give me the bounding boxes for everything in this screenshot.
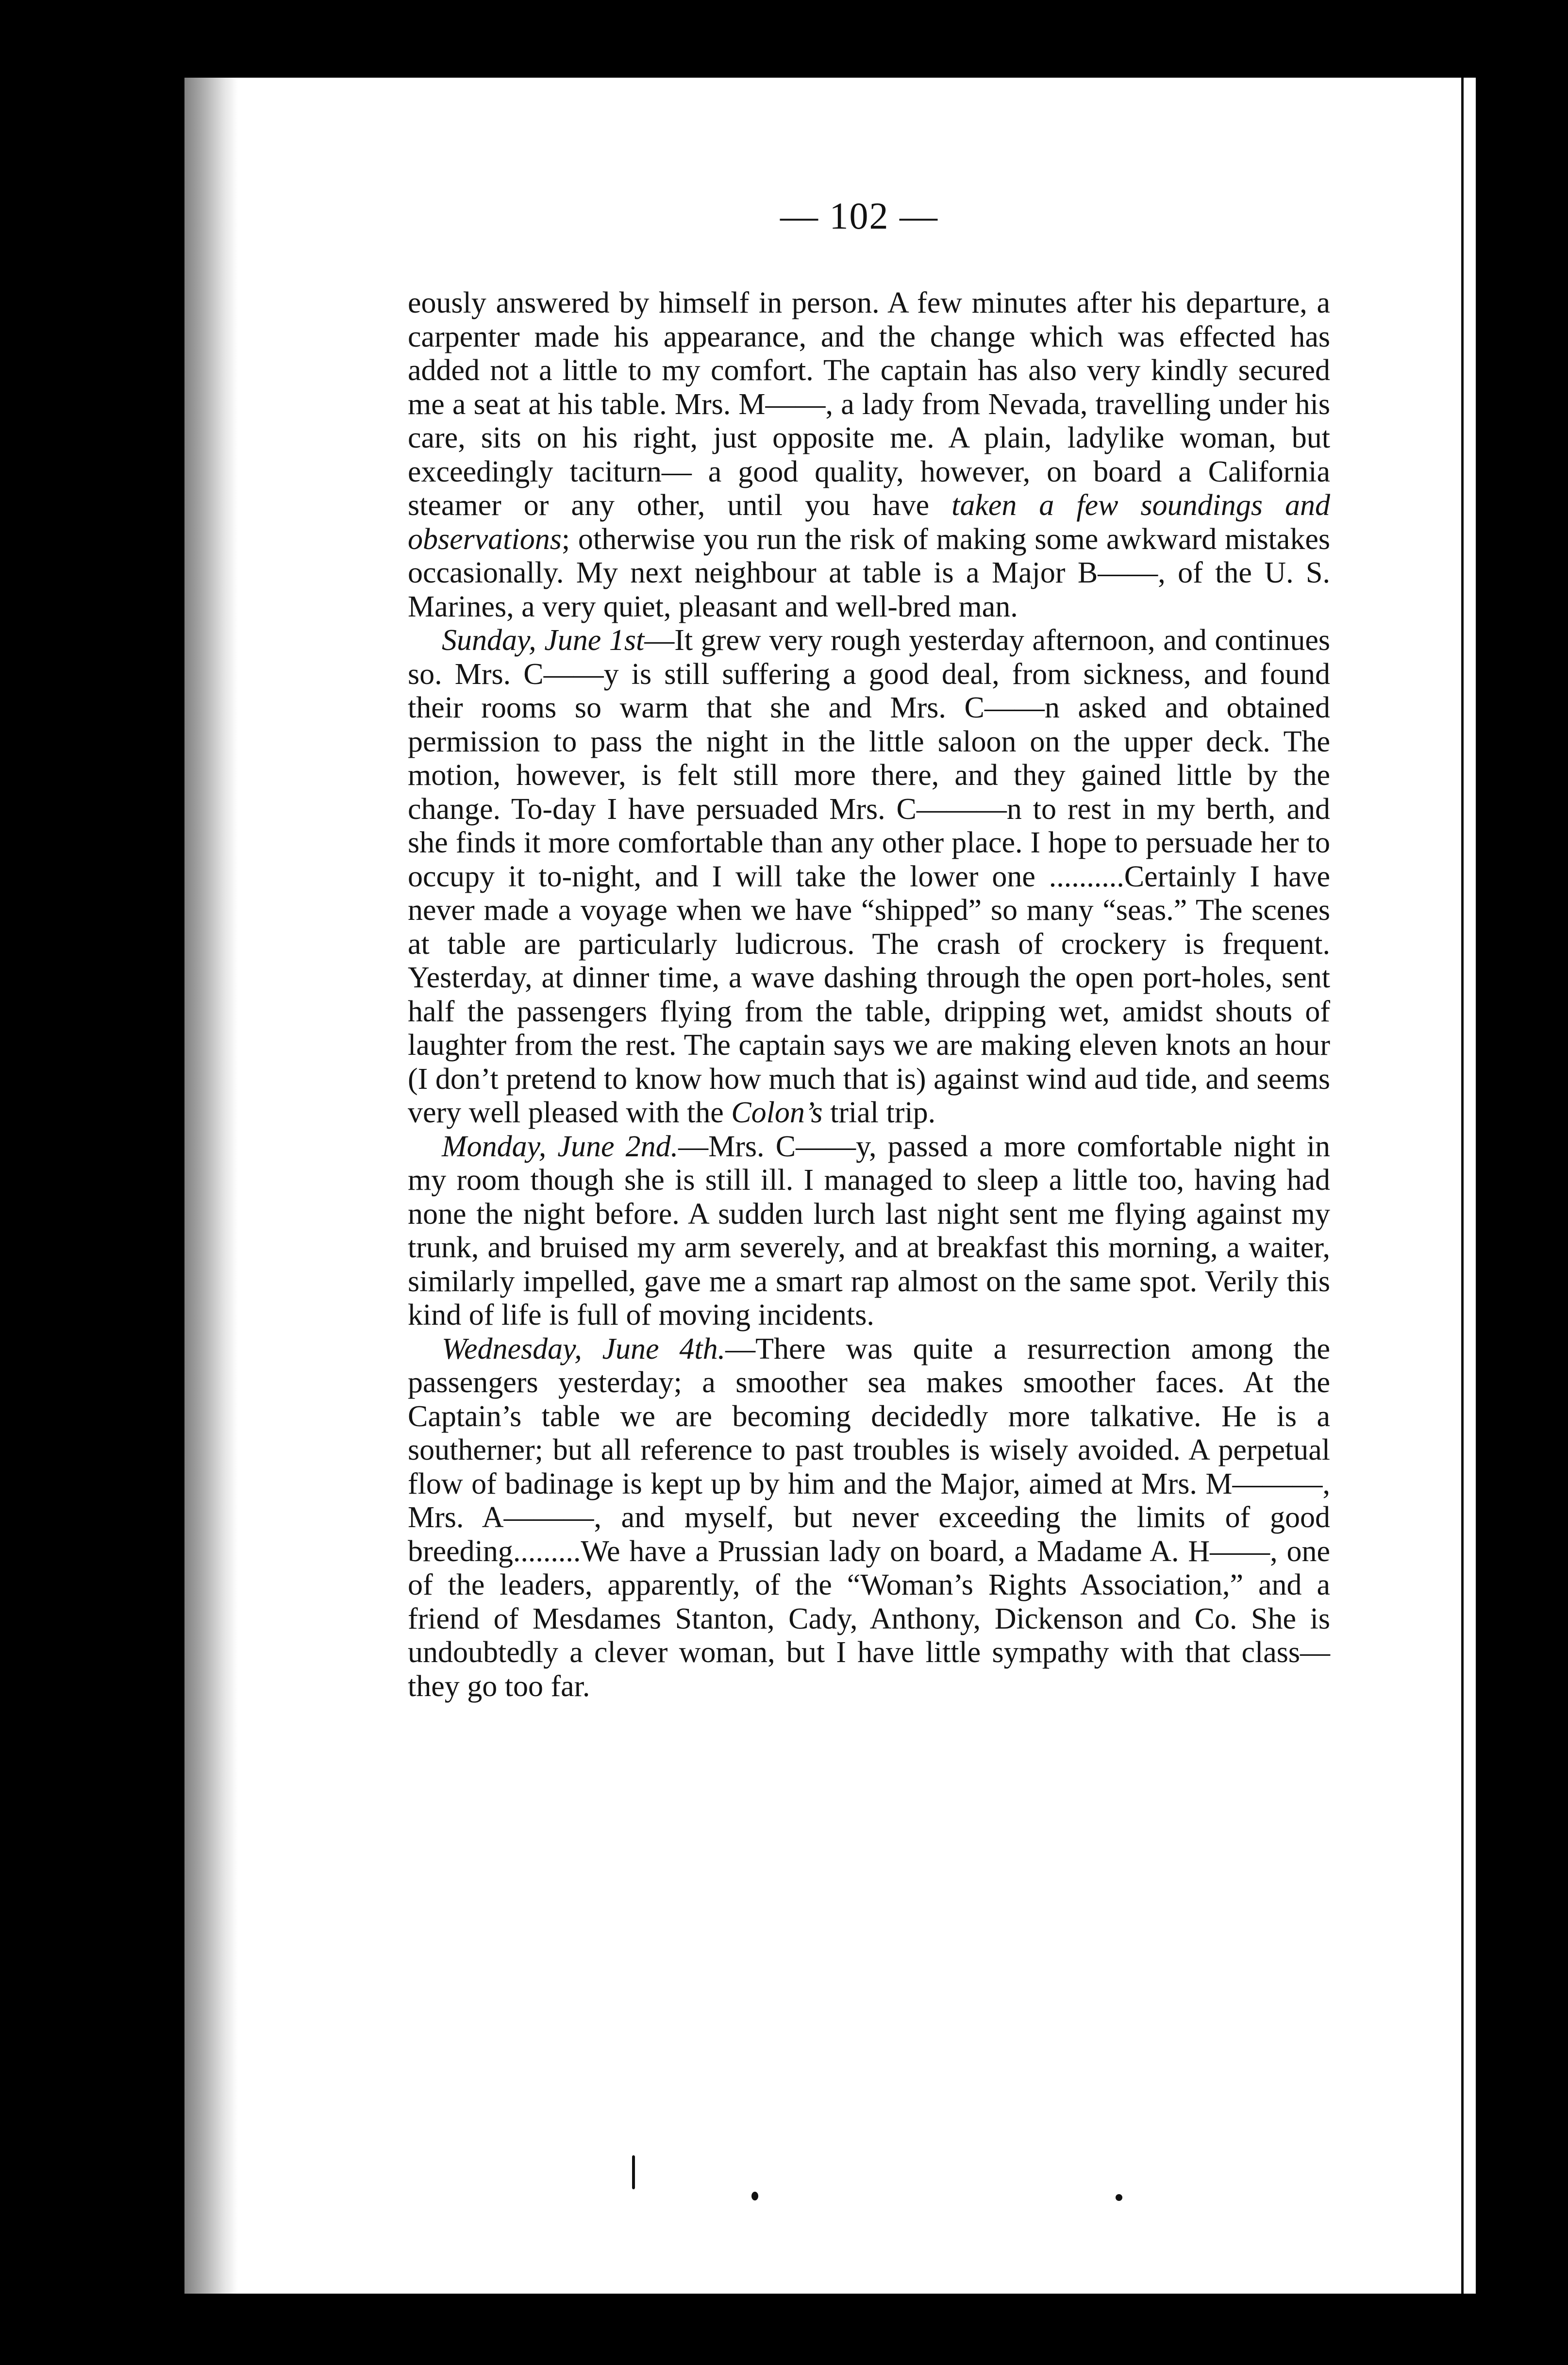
paragraph-sunday-text: —It grew very rough yesterday afternoon, and continues so. Mrs. C——y is still suffering a good deal, from sickness, and found their rooms so warm that she and Mrs. C——n asked and obtained permission to pass the night in the little saloon on the upper deck. The motion, however, is felt still more there, and they gained little by the change. To-day I have persuaded Mrs. C———n to rest in my berth, and she finds it more comfortable than any other place. I hope to persuade her to occupy it to-night, and I will take the lower one ..........Certainly I have never made a voyage when we have “shipped” so many “seas.” The scenes at table are particularly ludicrous. The crash of crockery is frequent. Yesterday, at dinner time, a wave dashing through the open port-holes, sent half the passengers flying from the table, dripping wet, amidst shouts of laughter from the rest. The captain says we are making eleven knots an hour (I don’t pretend to know how much that is) against wind aud tide, and seems very well pleased with the [408, 624, 1330, 1129]
paragraph-wednesday [408, 1332, 1330, 1704]
entry-date-sunday: Sunday, June 1st [442, 624, 645, 657]
paragraph-1-italic-phrase: taken a few soundings and observations [408, 489, 1331, 556]
paragraph-sunday-text-end: trial trip. [830, 1096, 936, 1129]
binding-gutter-shadow [184, 78, 238, 2294]
page-right-edge [1461, 78, 1475, 2294]
paragraph-monday-text: —Mrs. C——y, passed a more comfortable night in my room though she is still ill. I managed to sleep a little too, having had none the night before. A sudden lurch last night sent me flying against my trunk, and bruised my arm severely, and at breakfast this morning, a waiter, similarly impelled, gave me a smart rap almost on the same spot. Verily this kind of life is full of moving incidents. [408, 1130, 1331, 1332]
paragraph-monday [408, 1130, 1330, 1332]
ship-name: Colon’s [731, 1096, 823, 1129]
body-text [408, 286, 1330, 1703]
ink-speck [632, 2155, 635, 2189]
page-number: — 102 — [780, 195, 938, 237]
paragraph-sunday [408, 624, 1330, 1130]
paragraph-1-text: eously answered by himself in person. A few minutes after his departure, a carpenter made his appearance, and the change which was effected has added not a little to my comfort. The captain has also very kindly secured me a seat at his table. Mrs. M——, a lady from Nevada, travelling under his care, sits on his right, just opposite me. A plain, ladylike woman, but exceedingly taciturn— a good quality, however, on board a California steamer or any other, until you have [408, 286, 1330, 522]
ink-speck [751, 2192, 758, 2200]
paragraph-wednesday-text: —There was quite a resurrection among the passengers yesterday; a smoother sea makes smoother faces. At the Captain’s table we are becoming decidedly more talkative. He is a southerner; but all reference to past troubles is wisely avoided. A perpetual flow of badinage is kept up by him and the Major, aimed at Mrs. M———, Mrs. A———, and myself, but never exceeding the limits of good breeding.........We have a Prussian lady on board, a Madame A. H——, one of the leaders, apparently, of the “Woman’s Rights Association,” and a friend of Mesdames Stanton, Cady, Anthony, Dickenson and Co. She is undoubtedly a clever woman, but I have little sympathy with that class—they go too far. [408, 1332, 1330, 1703]
paragraph-1 [408, 286, 1330, 624]
paragraph-1-text-continued: ; otherwise you run the risk of making some awkward mistakes occasionally. My next neighbour at table is a Major B——, of the U. S. Marines, a very quiet, pleasant and well-bred man. [408, 522, 1330, 623]
entry-date-wednesday: Wednesday, June 4th. [442, 1332, 726, 1366]
entry-date-monday: Monday, June 2nd. [442, 1130, 679, 1163]
ink-speck [1116, 2194, 1122, 2201]
